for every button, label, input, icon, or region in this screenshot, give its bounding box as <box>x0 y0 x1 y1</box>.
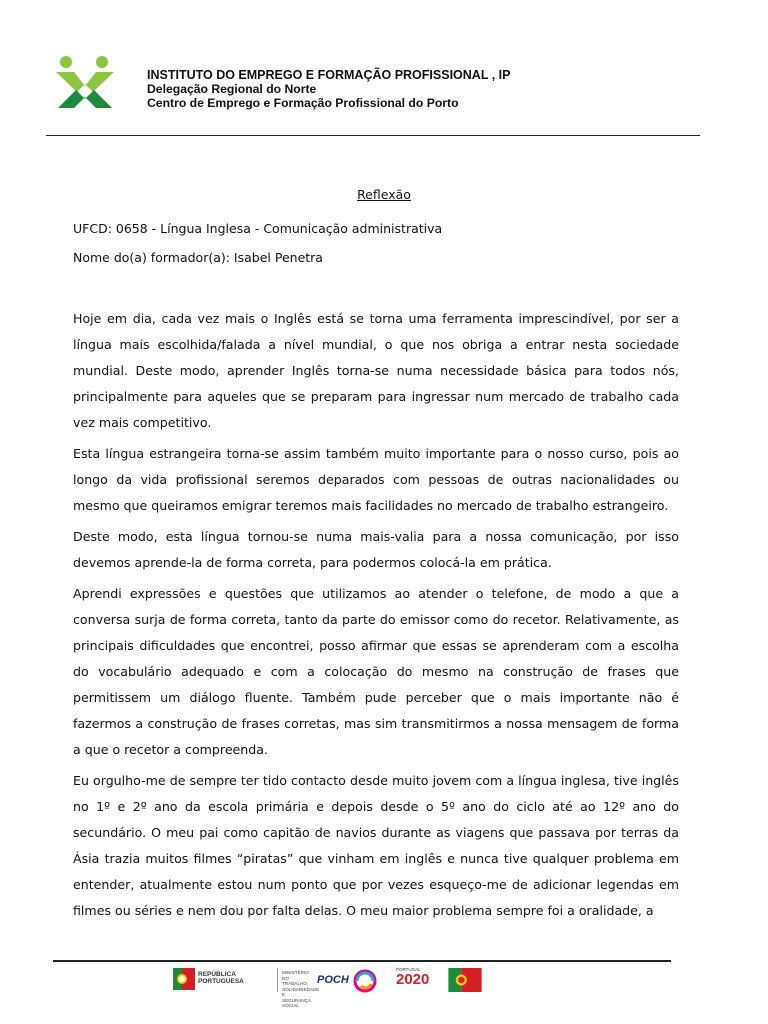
footer-divider <box>277 968 278 992</box>
paragraph: Esta língua estrangeira torna-se assim também muito importante para o nosso curso, pois ao longo da vida profissional seremos deparados com pessoas de outras nacionalidades ou mesmo que queiramos emigrar teremos mais facilidades no mercado de trabalho estrangeiro. <box>73 446 679 513</box>
portugal-label: PORTUGAL <box>396 967 421 972</box>
footer-rule <box>53 960 671 962</box>
iefp-logo <box>52 52 118 112</box>
reflection-body <box>73 306 679 929</box>
poch-swirl-icon <box>352 968 378 994</box>
trainer-line: Nome do(a) formador(a): Isabel Penetra <box>73 250 323 265</box>
poch-logo <box>314 966 380 996</box>
paragraph: Eu orgulho-me de sempre ter tido contacto desde muito jovem com a língua inglesa, tive inglês no 1º e 2º ano da escola primária e depois desde o 5º ano do ciclo até ao 12º ano do secundário. O meu pai como capitão de navios durante as viagens que passava por terras da Ásia trazia muitos filmes “piratas” que vinham em inglês e nunca tive qualquer problema em entender, atualmente estou num ponto que por vezes esqueço-me de adicionar legendas em filmes ou séries e nem dou por falta delas. O meu maior problema sempre foi a oralidade, a <box>73 773 679 918</box>
republica-label: REPÚBLICA <box>198 971 236 978</box>
portugal-emblem-icon <box>173 968 195 990</box>
funding-footer <box>0 966 768 1008</box>
header-rule <box>46 135 700 136</box>
institute-name: INSTITUTO DO EMPREGO E FORMAÇÃO PROFISSIONAL , IP <box>147 68 511 82</box>
delegation-name: Delegação Regional do Norte <box>147 82 317 96</box>
document-title: Reflexão <box>357 187 411 202</box>
year-2020-label: 2020 <box>396 971 430 988</box>
paragraph: Deste modo, esta língua tornou-se numa mais-valia para a nossa comunicação, por isso devemos aprende-la de forma correta, para podermos colocá-la em prática. <box>73 529 679 570</box>
ufcd-line: UFCD: 0658 - Língua Inglesa - Comunicação administrativa <box>73 221 443 236</box>
paragraph: Aprendi expressões e questões que utilizamos ao atender o telefone, de modo a que a conversa surja de forma correta, tanto da parte do emissor como do recetor. Relativamente, as principais dificuldades que encontrei, posso afirmar que essas se aprenderam com a escolha do vocabulário adequado e com a colocação do mesmo na construção de frases que permitissem um diálogo fluente. Também pude perceber que o mais importante não é fazermos a construção de frases corretas, mas sim transmitirmos a nossa mensagem de forma a que o recetor a compreenda. <box>73 586 679 757</box>
institution-header <box>147 68 510 110</box>
paragraph: Hoje em dia, cada vez mais o Inglês está se torna uma ferramenta imprescindível, por ser a língua mais escolhida/falada a nível mundial, o que nos obriga a entrar nesta sociedade mundial. Deste modo, aprender Inglês torna-se numa necessidade básica para todos nós, principalmente para aqueles que se preparam para ingressar num mercado de trabalho cada vez mais competitivo. <box>73 311 679 430</box>
center-name: Centro de Emprego e Formação Profissional do Porto <box>147 96 459 110</box>
portugal-2020-logo <box>394 966 444 996</box>
republica-portuguesa-logo <box>173 966 275 996</box>
portuguesa-label: PORTUGUESA <box>198 978 244 985</box>
portugal-flag-icon <box>447 968 483 992</box>
poch-label: POCH <box>317 974 349 986</box>
ministry-label: MINISTÉRIO DO TRABALHO, SOLIDARIEDADE E SEGURANÇA SOCIAL <box>282 970 320 1008</box>
